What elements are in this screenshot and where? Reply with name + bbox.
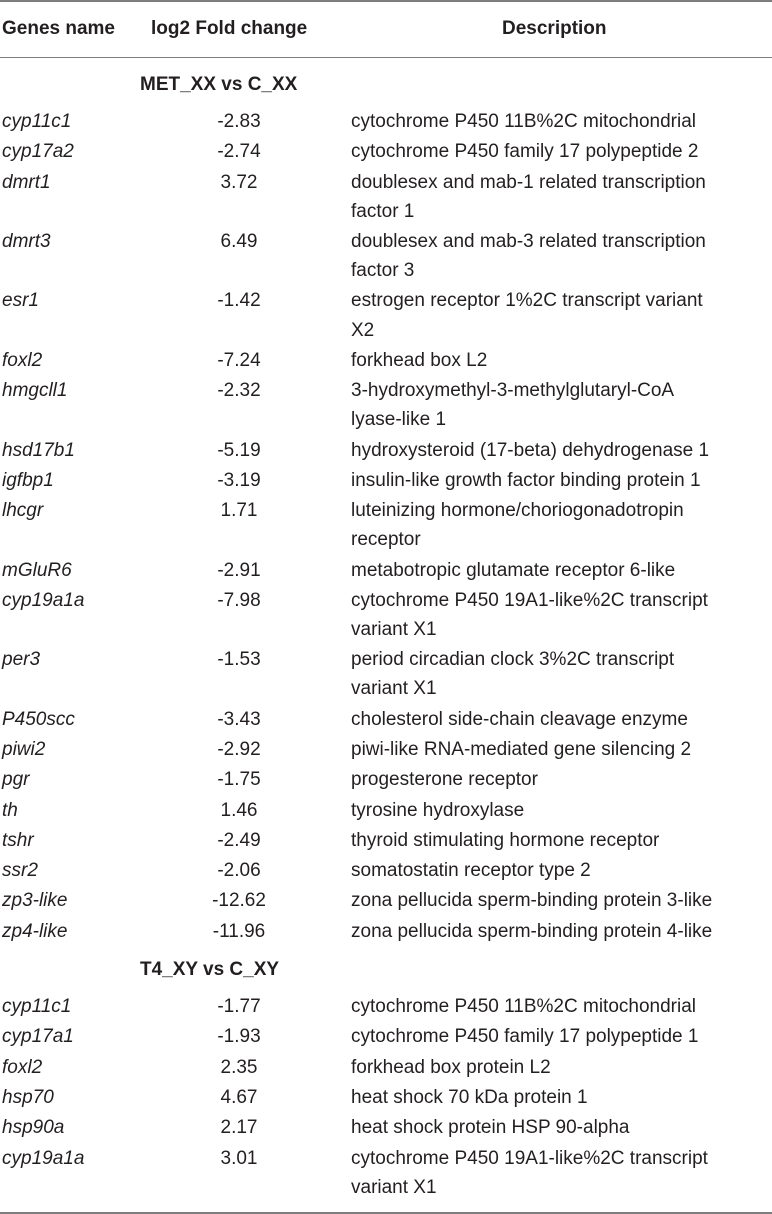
description-cell: cytochrome P450 11B%2C mitochondrial [351, 996, 696, 1017]
description-cell: forkhead box L2 [351, 349, 488, 371]
description-cell: cytochrome P450 19A1-like%2C transcript [351, 589, 708, 611]
gene-name-cell: igfbp1 [2, 469, 54, 491]
fold-change-cell: -3.43 [217, 708, 261, 730]
fold-change-cell: -1.93 [217, 1026, 261, 1048]
description-cell: piwi-like RNA-mediated gene silencing 2 [351, 738, 692, 760]
fold-change-cell: -1.53 [217, 649, 261, 671]
description-cell: metabotropic glutamate receptor 6-like [351, 559, 676, 581]
fold-change-cell: 2.17 [220, 1117, 258, 1139]
description-cell: cytochrome P450 11B%2C mitochondrial [351, 111, 696, 132]
description-cell: cytochrome P450 family 17 polypeptide 2 [351, 141, 699, 163]
description-cell: doublesex and mab-3 related transcription [351, 231, 706, 252]
description-cell: period circadian clock 3%2C transcript [351, 649, 675, 671]
description-cell: heat shock 70 kDa protein 1 [351, 1086, 588, 1108]
gene-name-cell: foxl2 [2, 1056, 43, 1078]
gene-name-cell: hsd17b1 [2, 439, 75, 461]
gene-name-cell: dmrt3 [2, 231, 51, 252]
fold-change-cell: -11.96 [212, 920, 266, 942]
gene-name-cell: cyp19a1a [2, 589, 85, 611]
description-cell: thyroid stimulating hormone receptor [351, 829, 660, 851]
description-cell: variant X1 [351, 1176, 437, 1198]
description-cell: hydroxysteroid (17-beta) dehydrogenase 1 [351, 439, 710, 461]
fold-change-cell: 3.72 [220, 171, 258, 193]
gene-name-cell: per3 [2, 649, 41, 671]
gene-name-cell: dmrt1 [2, 171, 51, 193]
fold-change-cell: -1.75 [217, 769, 261, 791]
gene-name-cell: piwi2 [2, 738, 46, 760]
description-cell: insulin-like growth factor binding protein 1 [351, 469, 701, 491]
gene-name-cell: hsp70 [2, 1086, 54, 1108]
gene-name-cell: P450scc [2, 708, 75, 730]
fold-change-cell: -7.24 [217, 349, 261, 371]
fold-change-cell: -12.62 [212, 890, 266, 912]
fold-change-cell: 3.01 [220, 1147, 258, 1169]
section-heading: T4_XY vs C_XY [140, 959, 280, 980]
fold-change-cell: -2.83 [217, 111, 261, 132]
description-cell: variant X1 [351, 618, 437, 640]
gene-name-cell: mGluR6 [2, 559, 72, 581]
header-rule [0, 57, 772, 58]
gene-name-cell: zp3-like [2, 890, 68, 912]
gene-name-cell: hmgcll1 [2, 380, 68, 402]
description-cell: receptor [351, 529, 421, 551]
fold-change-cell: 4.67 [220, 1086, 258, 1108]
gene-name-cell: cyp17a2 [2, 141, 74, 163]
header-log2-fold-change: log2 Fold change [151, 18, 308, 39]
gene-name-cell: zp4-like [2, 920, 68, 942]
description-cell: 3-hydroxymethyl-3-methylglutaryl-CoA [351, 380, 675, 402]
fold-change-cell: -2.92 [217, 738, 261, 760]
description-cell: X2 [351, 319, 375, 341]
description-cell: heat shock protein HSP 90-alpha [351, 1117, 630, 1139]
description-cell: factor 3 [351, 260, 415, 282]
description-cell: variant X1 [351, 678, 437, 700]
gene-name-cell: lhcgr [2, 500, 44, 522]
gene-name-cell: cyp11c1 [2, 111, 72, 132]
fold-change-cell: -5.19 [217, 439, 261, 461]
description-cell: cholesterol side-chain cleavage enzyme [351, 708, 688, 730]
fold-change-cell: -3.19 [217, 469, 261, 491]
fold-change-cell: -2.32 [217, 380, 261, 402]
description-cell: estrogen receptor 1%2C transcript variant [351, 290, 703, 312]
gene-name-cell: hsp90a [2, 1117, 65, 1139]
fold-change-cell: 1.46 [220, 799, 258, 821]
fold-change-cell: 2.35 [220, 1056, 258, 1078]
description-cell: cytochrome P450 family 17 polypeptide 1 [351, 1026, 699, 1048]
fold-change-cell: -2.06 [217, 860, 261, 882]
description-cell: zona pellucida sperm-binding protein 4-like [351, 920, 713, 942]
section-heading: MET_XX vs C_XX [140, 74, 298, 95]
description-cell: tyrosine hydroxylase [351, 799, 525, 821]
gene-name-cell: th [2, 799, 18, 821]
description-cell: somatostatin receptor type 2 [351, 860, 591, 882]
gene-name-cell: pgr [2, 769, 30, 791]
description-cell: luteinizing hormone/choriogonadotropin [351, 500, 684, 522]
top-rule [0, 0, 772, 2]
fold-change-cell: 6.49 [220, 231, 258, 252]
gene-name-cell: cyp11c1 [2, 996, 72, 1017]
description-cell: progesterone receptor [351, 769, 538, 791]
gene-name-cell: esr1 [2, 290, 39, 312]
header-genes-name: Genes name [2, 18, 115, 39]
gene-name-cell: cyp17a1 [2, 1026, 74, 1048]
fold-change-cell: -1.77 [217, 996, 261, 1017]
fold-change-cell: 1.71 [220, 500, 258, 522]
gene-name-cell: tshr [2, 829, 34, 851]
description-cell: doublesex and mab-1 related transcription [351, 171, 706, 193]
description-cell: zona pellucida sperm-binding protein 3-like [351, 890, 713, 912]
description-cell: forkhead box protein L2 [351, 1056, 551, 1078]
gene-name-cell: foxl2 [2, 349, 43, 371]
description-cell: lyase-like 1 [351, 409, 447, 431]
gene-name-cell: cyp19a1a [2, 1147, 85, 1169]
fold-change-cell: -2.91 [217, 559, 261, 581]
fold-change-cell: -7.98 [217, 589, 261, 611]
description-cell: factor 1 [351, 200, 415, 222]
fold-change-cell: -2.49 [217, 829, 261, 851]
fold-change-cell: -1.42 [217, 290, 261, 312]
fold-change-cell: -2.74 [217, 141, 261, 163]
description-cell: cytochrome P450 19A1-like%2C transcript [351, 1147, 708, 1169]
gene-name-cell: ssr2 [2, 860, 38, 882]
header-description: Description [502, 18, 607, 39]
